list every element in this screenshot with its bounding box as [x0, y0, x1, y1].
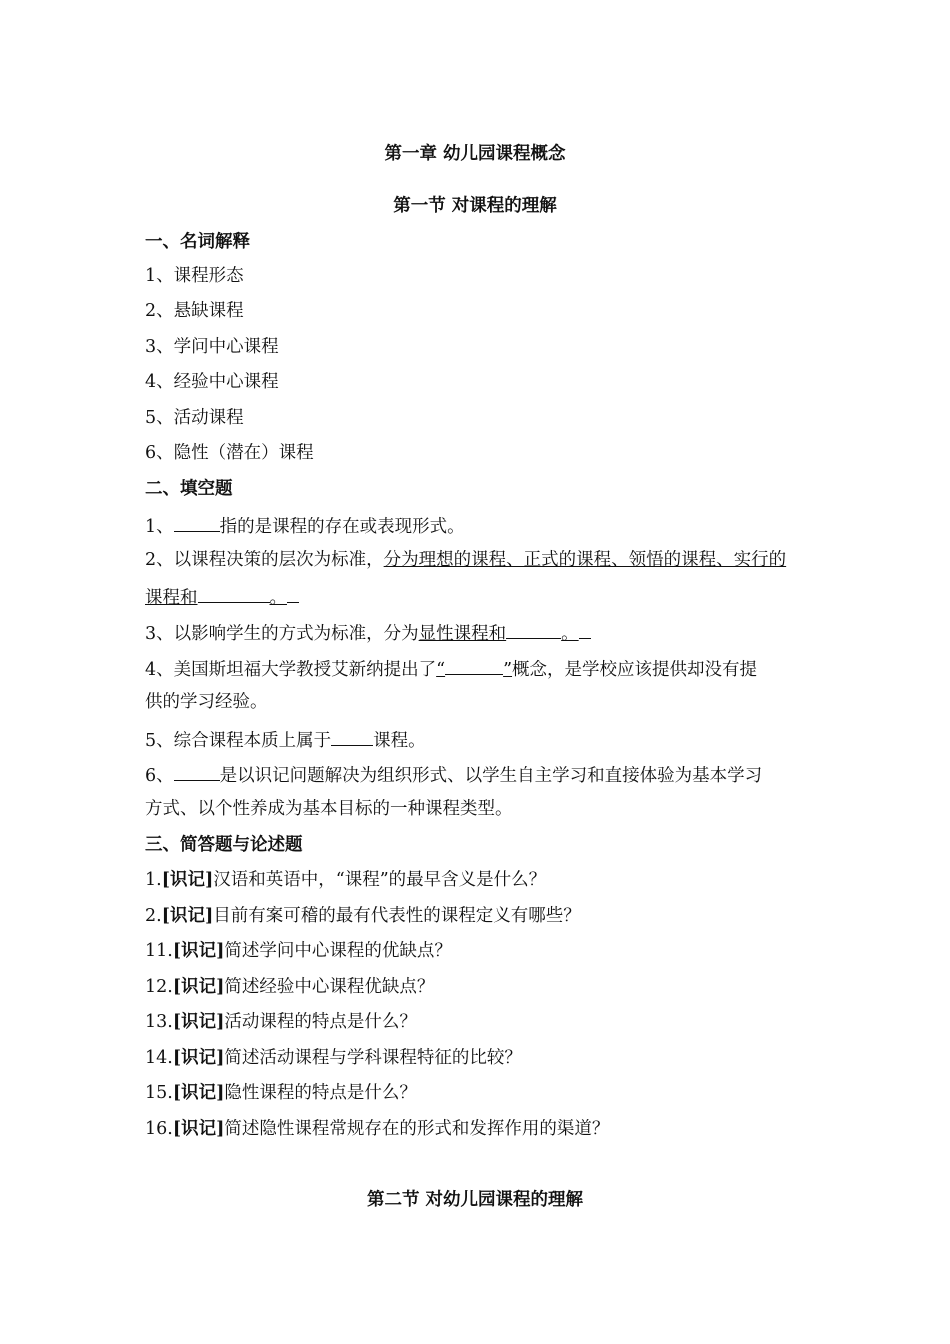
q4-after: 概念，是学校应该提供却没有提 — [512, 660, 758, 680]
fill-question-2-line1 — [145, 549, 810, 571]
fill-question-1 — [145, 513, 810, 538]
q3-underlined: 显性课程和 — [418, 624, 507, 644]
answer-blank — [174, 513, 220, 532]
fill-question-6-line2: 方式、以个性养成为基本目标的一种课程类型。 — [145, 799, 513, 819]
fill-question-4-line2: 供的学习经验。 — [145, 692, 268, 712]
answer-blank — [331, 727, 373, 746]
item-number: 15. — [145, 1083, 173, 1103]
item-tag: [识记] — [172, 1119, 225, 1139]
item-number: 12. — [145, 977, 173, 997]
item-text: 简述活动课程与学科课程特征的比较？ — [224, 1048, 522, 1068]
item-text: 目前有案可稽的最有代表性的课程定义有哪些？ — [213, 906, 581, 926]
part3-heading: 三、简答题与论述题 — [145, 835, 303, 855]
list-item: 3、学问中心课程 — [145, 337, 279, 357]
list-item: 5、活动课程 — [145, 408, 244, 428]
item-tag: [识记] — [172, 977, 225, 997]
item-number: 2. — [145, 906, 162, 926]
part1-heading: 一、名词解释 — [145, 232, 250, 252]
item-text: 活动课程的特点是什么？ — [224, 1012, 417, 1032]
list-item — [145, 1118, 810, 1140]
item-text: 汉语和英语中，“课程”的最早含义是什么？ — [213, 870, 547, 890]
list-item — [145, 905, 810, 927]
item-tag: [识记] — [172, 941, 225, 961]
list-item — [145, 869, 810, 891]
item-text: 简述隐性课程常规存在的形式和发挥作用的渠道？ — [224, 1119, 610, 1139]
item-tag: [识记] — [172, 1048, 225, 1068]
item-text: 隐性课程的特点是什么？ — [224, 1083, 417, 1103]
item-number: 13. — [145, 1012, 173, 1032]
item-tag: [识记] — [161, 870, 214, 890]
item-text: 简述学问中心课程的优缺点？ — [224, 941, 452, 961]
list-item: 4、经验中心课程 — [145, 372, 279, 392]
answer-blank — [506, 620, 561, 639]
item-number: 14. — [145, 1048, 173, 1068]
item-number: 16. — [145, 1119, 173, 1139]
part2-heading: 二、填空题 — [145, 479, 233, 499]
list-item: 1、课程形态 — [145, 266, 244, 286]
chapter-title: 第一章 幼儿园课程概念 — [384, 144, 566, 164]
q6-prefix: 6、 — [145, 766, 174, 786]
fill-question-2-line2 — [145, 584, 810, 609]
item-tag: [识记] — [172, 1012, 225, 1032]
q2-underlined-2: 课程和 — [145, 588, 198, 608]
q4-quote-close: ” — [503, 660, 513, 680]
q2-plain: 2、以课程决策的层次为标准， — [145, 550, 384, 570]
q4-plain: 4、美国斯坦福大学教授艾新纳提出了 — [145, 660, 437, 680]
q2-end: 。 — [269, 588, 287, 608]
fill-question-3 — [145, 620, 810, 645]
answer-blank-tail — [287, 584, 299, 603]
q5-prefix: 5、综合课程本质上属于 — [145, 731, 332, 751]
q6-suffix: 是以识记问题解决为组织形式、以学生自主学习和直接体验为基本学习 — [219, 766, 763, 786]
fill-question-4-line1 — [145, 656, 810, 681]
q1-suffix: 指的是课程的存在或表现形式。 — [219, 517, 465, 537]
list-item: 6、隐性（潜在）课程 — [145, 443, 314, 463]
q1-prefix: 1、 — [145, 517, 174, 537]
fill-question-5 — [145, 727, 810, 752]
item-tag: [识记] — [172, 1083, 225, 1103]
q2-underlined: 分为理想的课程、正式的课程、领悟的课程、实行的 — [383, 550, 787, 570]
answer-blank-tail — [579, 620, 591, 639]
list-item — [145, 976, 810, 998]
list-item — [145, 940, 810, 962]
list-item — [145, 1047, 810, 1069]
section-title-2: 第二节 对幼儿园课程的理解 — [366, 1190, 584, 1210]
item-number: 1. — [145, 870, 162, 890]
item-text: 简述经验中心课程优缺点？ — [224, 977, 435, 997]
q5-suffix: 课程。 — [373, 731, 426, 751]
answer-blank — [174, 762, 220, 781]
list-item — [145, 1011, 810, 1033]
list-item: 2、悬缺课程 — [145, 301, 244, 321]
fill-question-6-line1 — [145, 762, 810, 787]
list-item — [145, 1082, 810, 1104]
item-tag: [识记] — [161, 906, 214, 926]
q4-quote-open: “ — [436, 660, 446, 680]
q3-plain: 3、以影响学生的方式为标准，分为 — [145, 624, 419, 644]
answer-blank — [198, 584, 270, 603]
answer-blank — [445, 656, 503, 675]
q3-end: 。 — [561, 624, 579, 644]
section-title-1: 第一节 对课程的理解 — [393, 196, 557, 216]
item-number: 11. — [145, 941, 173, 961]
